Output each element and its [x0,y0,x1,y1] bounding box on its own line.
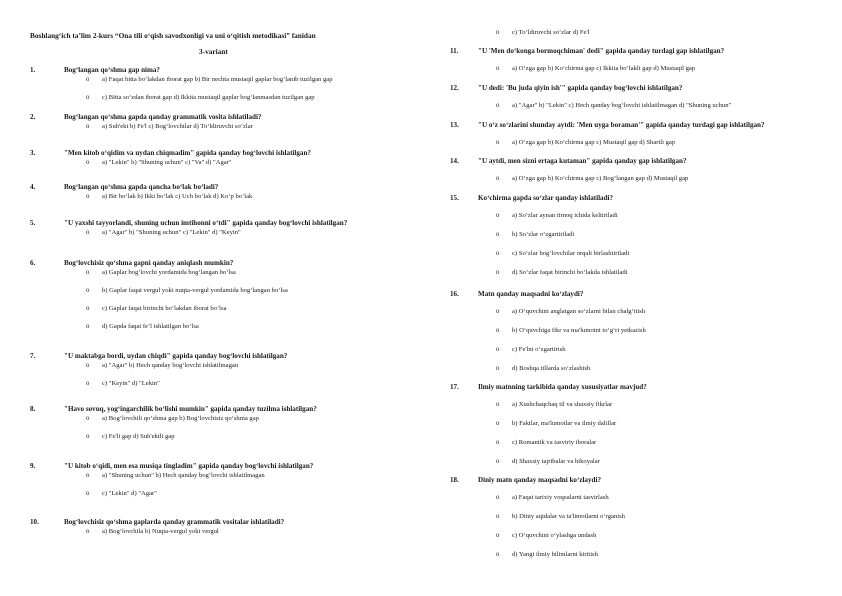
bullet-icon: o [86,472,90,479]
option-text: b) Faktlar, ma'lumotlar va ilmiy dalillar [512,420,617,427]
bullet-icon: o [86,123,90,130]
bullet-icon: o [496,346,500,353]
option-text: b) O‘quvchiga fikr va ma'lumotni to‘g‘ri yetkazish [512,327,646,334]
option-text: c) Romantik va tasviriy iboralar [512,439,597,446]
bullet-icon: o [496,401,500,408]
option-text: a) Faqat tarixiy voqealarni tasvirlash [512,494,609,501]
question-number: 7. [30,352,36,360]
option-text: d) Boshqa tillarda so‘zlashish [512,365,591,372]
option-text: d) So‘zlar faqat birinchi bo‘lakda ishlatiladi [512,269,628,276]
option-text: c) Fe'lni o‘zgartirish [512,346,566,353]
option-text: d) Gapda faqat fe’l ishlatilgan bo‘lsa [102,323,199,330]
bullet-icon: o [86,305,90,312]
option-text: c) So‘zlar bog‘lovchilar orqali birlashtiriladi [512,250,630,257]
bullet-icon: o [496,139,500,146]
bullet-icon: o [86,323,90,330]
option-text: c) Fe'li gap d) Sub'ektli gap [102,433,175,440]
question-text: Bog‘langan qo‘shma gapda qanday grammatik vosita ishlatiladi? [64,113,262,121]
bullet-icon: o [496,551,500,558]
bullet-icon: o [86,94,90,101]
option-text: a) So‘zlar aynan tirnoq ichida keltiriladi [512,212,618,219]
option-text: c) To‘ldiruvchi so‘zlar d) Fe'l [512,29,590,36]
question-number: 11. [450,47,459,55]
bullet-icon: o [496,175,500,182]
option-text: c) O‘quvchini o‘ylashga undash [512,532,597,539]
option-text: c) Gaplar faqat birinchi bo‘lakdan iborat bo‘lsa [102,305,227,312]
question-number: 12. [450,84,459,92]
question-number: 9. [30,462,36,470]
question-text: "Men kitob o‘qidim va uydan chiqmadim" gapida qanday bog‘lovchi ishlatilgan? [64,149,311,157]
bullet-icon: o [86,433,90,440]
option-text: a) "Lekin" b) "Shuning uchun" c) "Va" d) "Agar" [102,159,232,166]
bullet-icon: o [496,212,500,219]
question-text: "U o‘z so‘zlarini shunday aytdi: 'Men uyga boraman'" gapida qanday turdagi gap ishlatilgan? [478,121,765,129]
option-text: c) Bitta so‘zdan iborat gap d) Ikkita mustaqil gaplar bog‘lanmasdan tuzilgan gap [102,94,315,101]
bullet-icon: o [86,287,90,294]
bullet-icon: o [496,102,500,109]
question-number: 17. [450,383,459,391]
bullet-icon: o [86,159,90,166]
question-number: 8. [30,405,36,413]
question-number: 3. [30,149,36,157]
bullet-icon: o [496,29,500,36]
option-text: d) Shaxsiy tajribalar va hikoyalar [512,458,600,465]
question-text: Bog‘langan qo‘shma gap nima? [64,66,160,74]
option-text: a) "Agar" b) "Lekin" c) Hech qanday bog‘lovchi ishlatilmagan d) "Shuning uchun" [512,102,732,109]
bullet-icon: o [86,76,90,83]
question-number: 16. [450,290,459,298]
option-text: a) "Shuning uchun" b) Hech qanday bog‘lovchi ishlatilmagan [102,472,265,479]
question-text: "U maktabga bordi, uydan chiqdi" gapida qanday bog‘lovchi ishlatilgan? [64,352,288,360]
bullet-icon: o [496,269,500,276]
option-text: a) Gaplar bog‘lovchi yordamida bog‘langan bo‘lsa [102,269,236,276]
question-number: 15. [450,194,459,202]
question-number: 18. [450,476,459,484]
question-text: Bog‘langan qo‘shma gapda qancha bo‘lak bo‘ladi? [64,183,219,191]
option-text: c) "Lekin" d) "Agar" [102,490,157,497]
question-text: "U kitob o‘qidi, men esa musiqa tingladim" gapida qanday bog‘lovchi ishlatilgan? [64,462,314,470]
option-text: a) "Agar" b) Hech qanday bog‘lovchi ishlatilmagan [102,362,239,369]
bullet-icon: o [86,193,90,200]
bullet-icon: o [86,380,90,387]
bullet-icon: o [496,327,500,334]
option-text: b) Gaplar faqat vergul yoki nuqta-vergul yordamida bog‘langan bo‘lsa [102,287,288,294]
bullet-icon: o [496,308,500,315]
option-text: b) Diniy aqidalar va ta'limotlarni o‘rganish [512,513,625,520]
question-number: 13. [450,121,459,129]
option-text: a) Bog‘lovchili qo‘shma gap b) Bog‘lovchisiz qo‘shma gap [102,415,259,422]
bullet-icon: o [86,490,90,497]
question-text: Ilmiy matnning tarkibida qanday xususiyatlar mavjud? [478,383,647,391]
option-text: a) O‘zga gap b) Ko‘chirma gap c) Bog‘langan gap d) Mustaqil gap [512,175,689,182]
option-text: c) "Keyin" d) "Lekin" [102,380,160,387]
bullet-icon: o [496,250,500,257]
question-number: 5. [30,219,36,227]
bullet-icon: o [496,231,500,238]
question-text: Diniy matn qanday maqsadni ko‘zlaydi? [478,476,601,484]
question-number: 1. [30,66,36,74]
option-text: a) O‘zga gap b) Ko‘chirma gap c) Mustaqil gap d) Shartli gap [512,139,676,146]
option-text: a) Xushchaqchaq til va shaxsiy fikrlar [512,401,613,408]
variant-label: 3-variant [199,47,228,56]
question-text: "U aytdi, men sizni ertaga kutaman" gapida qanday gap ishlatilgan? [478,157,687,165]
question-text: "Havo sovuq, yog‘ingarchilik bo‘lishi mumkin" gapida qanday tuzilma ishlatilgan? [64,405,317,413]
question-number: 10. [30,518,39,526]
bullet-icon: o [86,415,90,422]
option-text: a) Bir bo‘lak b) Ikki bo‘lak c) Uch bo‘lak d) Ko‘p bo‘lak [102,193,253,200]
bullet-icon: o [496,513,500,520]
bullet-icon: o [86,269,90,276]
question-text: Matn qanday maqsadni ko‘zlaydi? [478,290,584,298]
question-number: 4. [30,183,36,191]
bullet-icon: o [496,420,500,427]
bullet-icon: o [496,494,500,501]
question-number: 14. [450,157,459,165]
option-text: a) O‘zga gap b) Ko‘chirma gap c) Ikkita bo‘lakli gap d) Mustaqil gap [512,65,696,72]
question-number: 2. [30,113,36,121]
option-text: a) Bog‘lovchila b) Nuqta-vergul yoki vergul [102,528,219,535]
option-text: a) Sub'ekt b) Fe'l c) Bog‘lovchilar d) To‘ldiruvchi so‘zlar [102,123,253,130]
question-number: 6. [30,259,36,267]
question-text: "U 'Men do‘konga bormoqchiman' dedi" gapida qanday turdagi gap ishlatilgan? [478,47,725,55]
option-text: a) O‘quvchini anglatgan so‘zlarni bilan chalg‘itish [512,308,646,315]
bullet-icon: o [86,229,90,236]
question-text: Bog‘lovchisiz qo‘shma gapni qanday aniqlash mumkin? [64,259,234,267]
bullet-icon: o [496,439,500,446]
bullet-icon: o [496,458,500,465]
question-text: Bog‘lovchisiz qo‘shma gaplarda qanday grammatik vositalar ishlatiladi? [64,518,285,526]
bullet-icon: o [86,362,90,369]
option-text: a) Faqat bitta bo‘lakdan iborat gap b) Bir nechta mustaqil gaplar bog‘lanib tuzilgan gap [102,76,333,83]
bullet-icon: o [86,528,90,535]
question-text: "U dedi: 'Bu juda qiyin ish'" gapida qanday bog‘lovchi ishlatilgan? [478,84,683,92]
option-text: a) "Agar" b) "Shuning uchun" c) "Lekin" d) "Keyin" [102,229,241,236]
question-text: "U yaxshi tayyorlandi, shuning uchun imtihonni o‘tdi" gapida qanday bog‘lovchi ishlatilgan? [64,219,348,227]
bullet-icon: o [496,65,500,72]
bullet-icon: o [496,532,500,539]
question-text: Ko‘chirma gapda so‘zlar qanday ishlatiladi? [478,194,614,202]
option-text: b) So‘zlar o‘zgartiriladi [512,231,575,238]
document-title: Boshlang‘ich ta’lim 2-kurs “Ona tili o‘qish savodxonligi va uni o‘qitish metodikasi” fanidan [30,31,316,40]
option-text: d) Yangi ilmiy bilimlarni kiritish [512,551,598,558]
bullet-icon: o [496,365,500,372]
